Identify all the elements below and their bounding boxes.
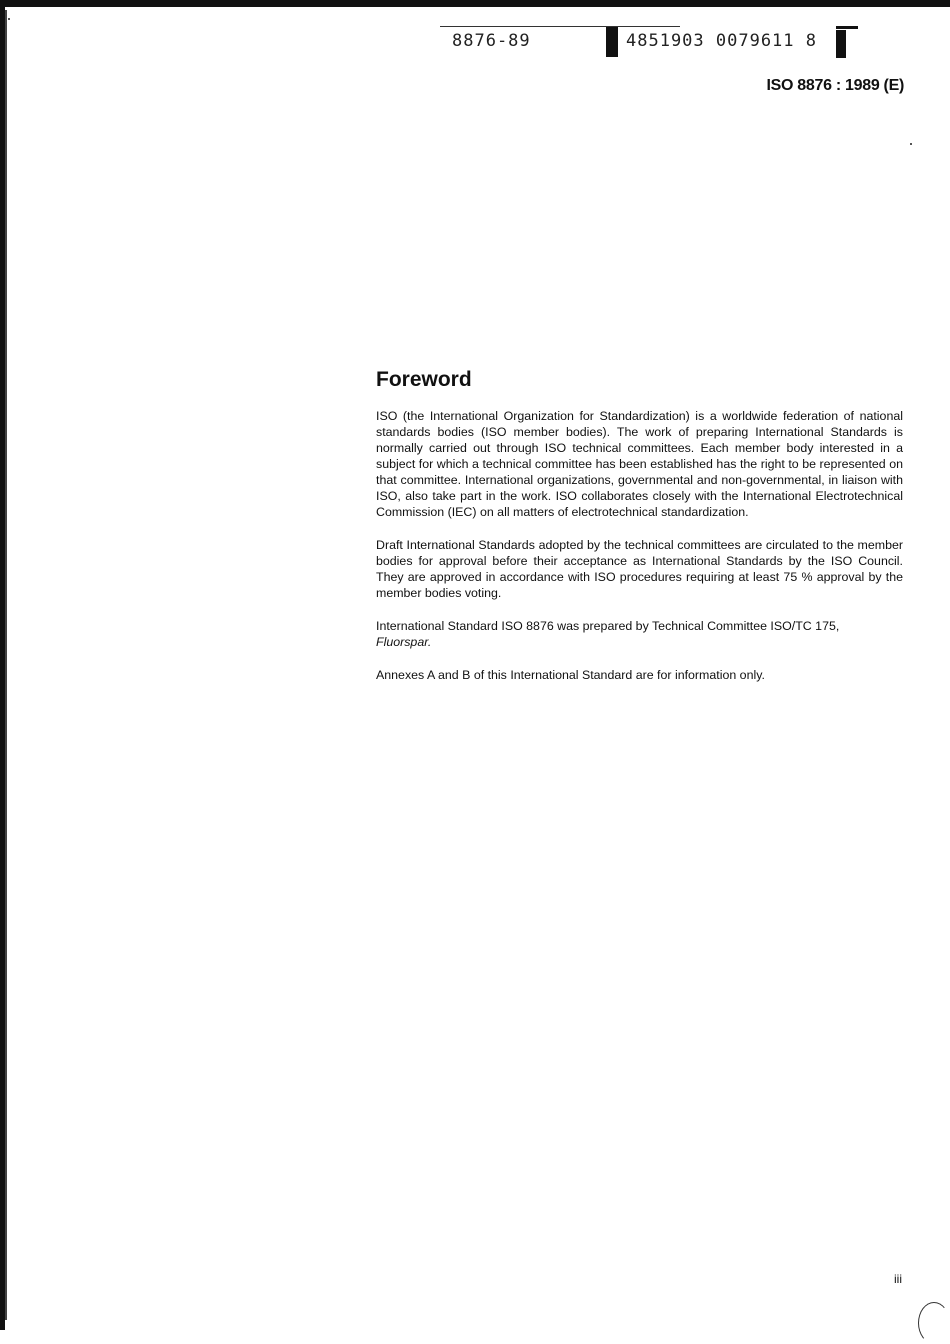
section-title: Foreword [376, 368, 472, 391]
scan-left-border-inner [5, 10, 7, 1320]
scan-code-right: 4851903 0079611 8 [626, 31, 817, 51]
foreword-paragraph-3 [376, 618, 903, 650]
barcode-mark-right-top [836, 26, 858, 29]
scan-speck [8, 18, 10, 20]
barcode-mark-left [606, 27, 618, 57]
scan-header-line [440, 26, 680, 27]
document-id: ISO 8876 : 1989 (E) [766, 77, 904, 94]
page-number: iii [894, 1272, 902, 1286]
foreword-paragraph-2: Draft International Standards adopted by the technical committees are circulated to the member bodies for approval before their acceptance as International Standards by the ISO Council. They are approved in accordance with ISO procedures requiring at least 75 % approval by the member bodies voting. [376, 538, 903, 600]
scan-speck [910, 143, 912, 145]
foreword-paragraph-3-text: International Standard ISO 8876 was prepared by Technical Committee ISO/TC 175, [376, 619, 840, 633]
foreword-paragraph-4: Annexes A and B of this International Standard are for information only. [376, 668, 765, 682]
scan-top-border [0, 0, 950, 7]
foreword-paragraph-3-italic: Fluorspar. [376, 635, 432, 649]
scan-corner-mark [918, 1302, 950, 1344]
foreword-paragraph-1: ISO (the International Organization for Standardization) is a worldwide federation of national standards bodies (ISO member bodies). The work of preparing International Standards is normally carried out through ISO technical committees. Each member body interested in a subject for which a technical committee has been established has the right to be represented on that committee. International organizations, governmental and non-governmental, in liaison with ISO, also take part in the work. ISO collaborates closely with the International Electrotechnical Commission (IEC) on all matters of electrotechnical standardization. [376, 409, 903, 519]
scan-code-left: 8876-89 [452, 31, 531, 51]
foreword-body [376, 408, 903, 700]
barcode-mark-right [836, 30, 846, 58]
